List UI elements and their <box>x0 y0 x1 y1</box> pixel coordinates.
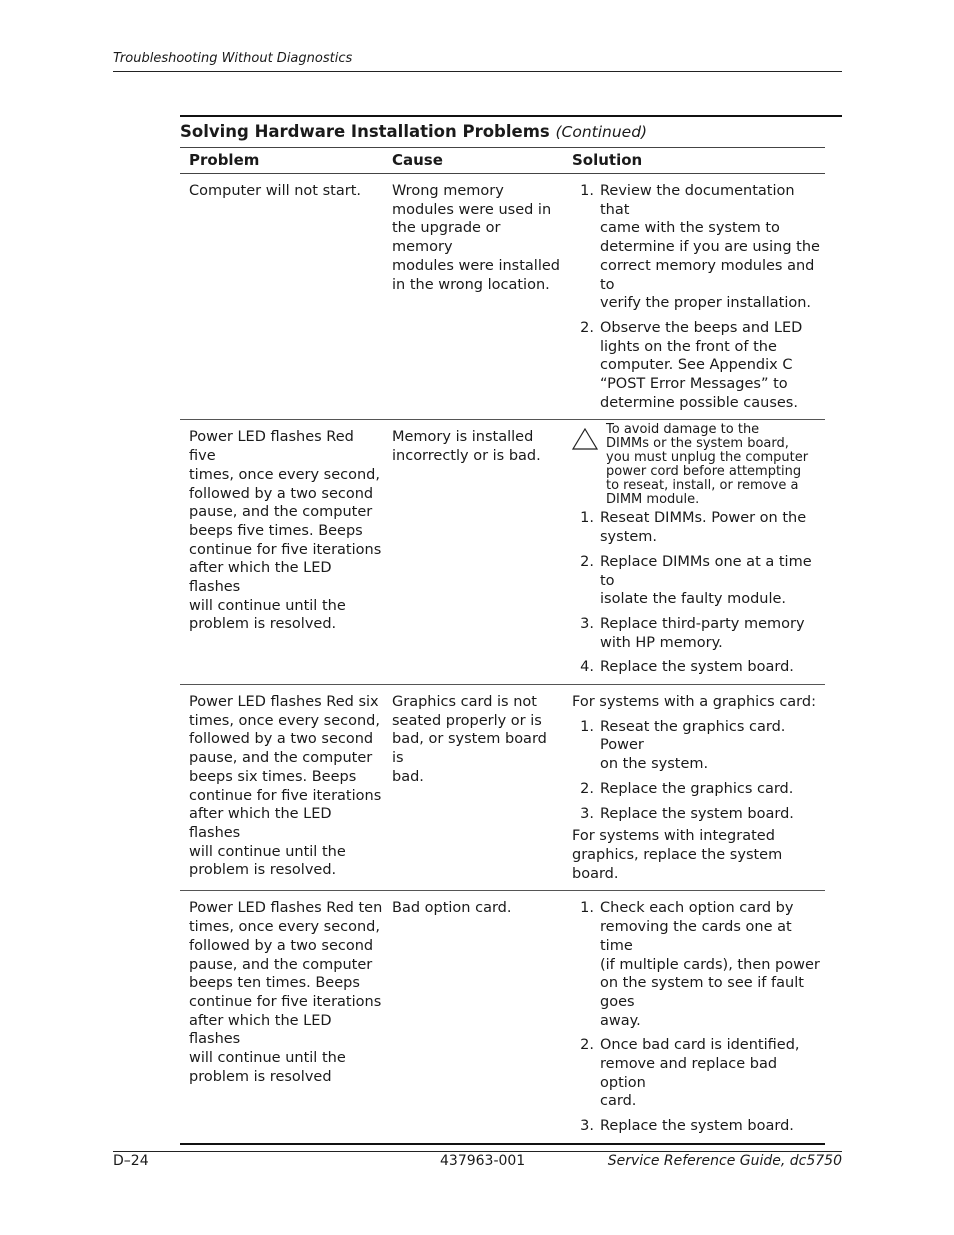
solution-step <box>572 780 825 799</box>
solution-steps <box>572 509 825 677</box>
step-number: 3 . <box>572 615 600 652</box>
guide-title: Service Reference Guide, dc5750 <box>607 1153 842 1169</box>
solution-steps <box>572 718 825 824</box>
table-title-suffix: (Continued) <box>555 123 648 141</box>
solution-step <box>572 805 825 824</box>
solution-cell <box>563 899 825 1135</box>
step-text: Replace the system board. <box>600 1118 794 1135</box>
cause-cell: Wrong memory modules were used in the upgrade or memory modules were installed in the wrong location. <box>392 183 560 293</box>
caution-text: To avoid damage to the DIMMs or the system board, you must unplug the computer power cord before attempting to reseat, install, or remove a DIMM module. <box>606 422 809 508</box>
solution-outro: For systems with integrated graphics, replace the system board. <box>572 828 783 882</box>
table-header-row <box>180 147 825 174</box>
step-text: Once bad card is identified, remove and replace bad option card. <box>600 1037 800 1110</box>
solution-steps <box>572 182 825 412</box>
solution-step <box>572 553 825 609</box>
table-row <box>180 891 825 1144</box>
header-rule <box>113 71 842 72</box>
step-number: 2 . <box>572 553 600 609</box>
solution-step <box>572 509 825 546</box>
solution-step <box>572 658 825 677</box>
solution-intro: For systems with a graphics card: <box>572 694 816 711</box>
page-number: D–24 <box>113 1153 149 1169</box>
step-text: Review the documentation that came with the system to determine if you are using the correct memory modules and to verify the proper installation. <box>600 183 820 312</box>
document-number: 437963-001 <box>440 1153 526 1169</box>
troubleshooting-table <box>180 115 825 1145</box>
step-number: 1 . <box>572 718 600 774</box>
solution-cell <box>563 422 825 677</box>
step-number: 2 . <box>572 319 600 413</box>
solution-steps <box>572 899 825 1135</box>
solution-cell <box>563 182 825 412</box>
table-title <box>180 117 825 147</box>
step-text: Replace the system board. <box>600 659 794 676</box>
column-header-cause: Cause <box>392 151 443 169</box>
step-number: 2 . <box>572 1036 600 1111</box>
step-number: 1 . <box>572 899 600 1030</box>
problem-cell: Computer will not start. <box>189 183 361 199</box>
footer-rule <box>113 1151 842 1152</box>
table-row <box>180 174 825 420</box>
solution-step <box>572 615 825 652</box>
step-number: 3 . <box>572 1117 600 1136</box>
step-number: 1 . <box>572 509 600 546</box>
step-number: 2 . <box>572 780 600 799</box>
cause-cell: Graphics card is not seated properly or is bad, or system board is bad. <box>392 694 547 785</box>
cause-cell: Bad option card. <box>392 900 512 917</box>
solution-step <box>572 182 825 313</box>
step-number: 1 . <box>572 182 600 313</box>
solution-step <box>572 899 825 1030</box>
cause-cell: Memory is installed incorrectly or is bad. <box>392 429 541 465</box>
running-head: Troubleshooting Without Diagnostics <box>113 51 353 66</box>
step-text: Replace DIMMs one at a time to isolate the faulty module. <box>600 553 812 608</box>
solution-step <box>572 718 825 774</box>
problem-cell: Power LED flashes Red ten times, once every second, followed by a two second pause, and the computer beeps ten times. Beeps continue for five iterations after which the LED flashes will continue until the problem is resolved <box>189 900 383 1085</box>
table-row <box>180 685 825 891</box>
column-header-problem: Problem <box>189 151 260 169</box>
table-title-text: Solving Hardware Installation Problems <box>180 122 550 141</box>
solution-cell <box>563 693 825 883</box>
step-text: Replace third-party memory with HP memory. <box>600 615 805 651</box>
column-header-solution: Solution <box>572 151 643 169</box>
step-text: Reseat the graphics card. Power on the system. <box>600 718 786 773</box>
table-row <box>180 420 825 685</box>
step-text: Check each option card by removing the cards one at time (if multiple cards), then power on the system to see if fault goes away. <box>600 900 820 1029</box>
step-text: Replace the system board. <box>600 805 794 822</box>
step-text: Observe the beeps and LED lights on the front of the computer. See Appendix C “POST Error Messages” to determine possible causes. <box>600 319 803 411</box>
solution-step <box>572 319 825 413</box>
step-text: Reseat DIMMs. Power on the system. <box>600 510 807 546</box>
solution-step <box>572 1117 825 1136</box>
solution-step <box>572 1036 825 1111</box>
problem-cell: Power LED flashes Red six times, once every second, followed by a two second pause, and the computer beeps six times. Beeps continue for five iterations after which the LED flashes will continue until the problem is resolved. <box>189 694 382 879</box>
problem-cell: Power LED flashes Red five times, once every second, followed by a two second pause, and the computer beeps five times. Beeps continue for five iterations after which the LED flashes will continue until the problem is resolved. <box>189 429 382 633</box>
step-number: 4 . <box>572 658 600 677</box>
caution-triangle-icon <box>572 428 606 507</box>
step-text: Replace the graphics card. <box>600 780 794 797</box>
step-number: 3 . <box>572 805 600 824</box>
caution-note <box>572 422 825 508</box>
